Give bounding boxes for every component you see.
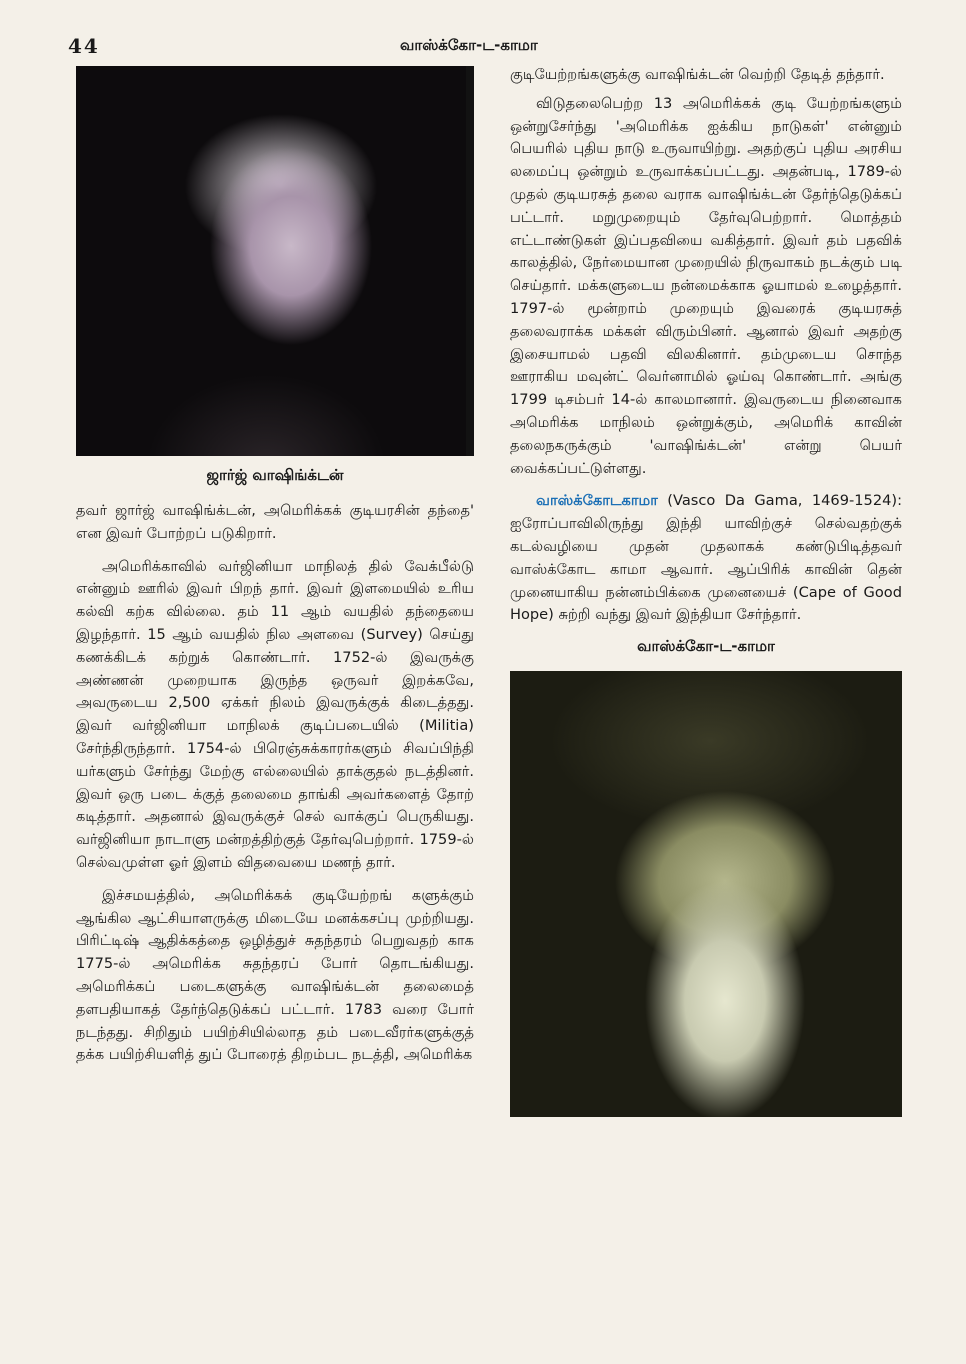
page-header: [0, 34, 966, 62]
paragraph: இச்சமயத்தில், அமெரிக்கக் குடியேற்றங் களுக்கும் ஆங்கில ஆட்சியாளருக்கு மிடையே மனக்கசப்பு முற்றியது. பிரிட்டிஷ் ஆதிக்கத்தை ஒழித்துச் சுதந்தரம் பெறுவதற் காக 1775-ல் அமெரிக்க சுதந்தரப் போர் தொடங்கியது. அமெரிக்கப் படைகளுக்கு வாஷிங்க்டன் தலைமைத் தளபதியாகத் தேர்ந்தெடுக்கப் பட்டார். 1783 வரை போர் நடந்தது. சிறிதும் பயிற்சியில்லாத தம் படைவீரர்களுக்குத் தக்க பயிற்சியளித் துப் போரைத் திறம்பட நடத்தி, அமெரிக்க: [76, 886, 474, 1064]
paragraph: விடுதலைபெற்ற 13 அமெரிக்கக் குடி யேற்றங்களும் ஒன்றுசேர்ந்து 'அமெரிக்க ஐக்கிய நாடுகள்' என்னும் பெயரில் புதிய நாடு உருவாயிற்று. அதற்குப் புதிய அரசிய லமைப்பு ஒன்றும் உருவாக்கப்பட்டது. அதன்படி, 1789-ல் முதல் குடியரசுத் தலை வராக வாஷிங்க்டன் தேர்ந்தெடுக்கப் பட்டார். மறுமுறையும் தேர்வுபெற்றார். மொத்தம் எட்டாண்டுகள் இப்பதவியை வகித்தார். இவர் தம் பதவிக் காலத்தில், நேர்மையான முறையில் நிருவாகம் நடக்கும் படி செய்தார். மக்களுடைய நன்மைக்காக ஓயாமல் உழைத்தார். 1797-ல் மூன்றாம் முறையும் இவரைக் குடியரசுத் தலைவராக்க மக்கள் விரும்பினர். ஆனால் இவர் அதற்கு இசையாமல் பதவி விலகினார். தம்முடைய சொந்த ஊராகிய மவுன்ட் வெர்னாமில் ஓய்வு கொண்டார். அங்கு 1799 டிசம்பர் 14-ல் காலமானார். இவருடைய நினைவாக அமெரிக்க மாநிலம் ஒன்றுக்கும், அமெரிக் காவின் தலைநகருக்கும் 'வாஷிங்க்டன்' என்று பெயர் வைக்கப்பட்டுள்ளது.: [510, 94, 902, 477]
gama-entry: [510, 490, 902, 627]
left-column: [76, 66, 474, 1077]
right-column: [510, 64, 902, 1117]
page-number: 44: [68, 34, 100, 58]
washington-portrait: [76, 66, 474, 456]
paragraph: தவர் ஜார்ஜ் வாஷிங்க்டன், அமெரிக்கக் குடியரசின் தந்தை' என இவர் போற்றப் படுகிறார்.: [76, 502, 474, 542]
gama-portrait-image: [510, 671, 902, 1117]
paragraph: அமெரிக்காவில் வர்ஜினியா மாநிலத் தில் வேக்பீல்டு என்னும் ஊரில் இவர் பிறந் தார். இவர் இளமையில் உரிய கல்வி கற்க வில்லை. தம் 11 ஆம் வயதில் தந்தையை இழந்தார். 15 ஆம் வயதில் நில அளவை (Survey) செய்து கணக்கிடக் கற்றுக் கொண்டார். 1752-ல் இவருக்கு அண்ணன் முறையாக இருந்த ஒருவர் இறக்கவே, அவருடைய 2,500 ஏக்கர் நிலம் இவருக்குக் கிடைத்தது. இவர் வர்ஜினியா மாநிலக் குடிப்படையில் (Militia) சேர்ந்திருந்தார். 1754-ல் பிரெஞ்சுக்காரர்களும் சிவப்பிந்தி யர்களும் சேர்ந்து மேற்கு எல்லையில் தாக்குதல் நடத்தினர். இவர் ஒரு படை க்குத் தலைமை தாங்கி அவர்களைத் தோற் கடித்தார். அதனால் இவருக்குச் செல் வாக்குப் பெருகியது. வர்ஜினியா நாடாளு மன்றத்திற்குத் தேர்வுபெற்றார். 1759-ல் செல்வமுள்ள ஓர் இளம் விதவையை மணந் தார்.: [76, 557, 474, 871]
gama-caption: வாஸ்க்கோ-ட-காமா: [637, 637, 775, 656]
paragraph: குடியேற்றங்களுக்கு வாஷிங்க்டன் வெற்றி தேடித் தந்தார்.: [510, 66, 885, 83]
gama-entry-heading: வாஸ்க்கோடகாமா: [536, 492, 658, 510]
gama-entry-body: (Vasco Da Gama, 1469-1524): ஐரோப்பாவிலிருந்து இந்தி யாவிற்குச் செல்வதற்குக் கடல்வழியை முதன் முதலாகக் கண்டுபிடித்தவர் வாஸ்க்கோட காமா ஆவார். ஆப்பிரிக் காவின் தென் முனையாகிய நன்னம்பிக்கை முனையைச் (Cape of Good Hope) சுற்றி வந்து இவர் இந்தியா சேர்ந்தார்.: [510, 492, 902, 624]
washington-caption: ஜார்ஜ் வாஷிங்க்டன்: [206, 466, 344, 484]
running-head: வாஸ்க்கோ-ட-காமா: [400, 36, 538, 54]
washington-portrait-image: [76, 66, 466, 456]
gama-portrait: [510, 671, 902, 1117]
